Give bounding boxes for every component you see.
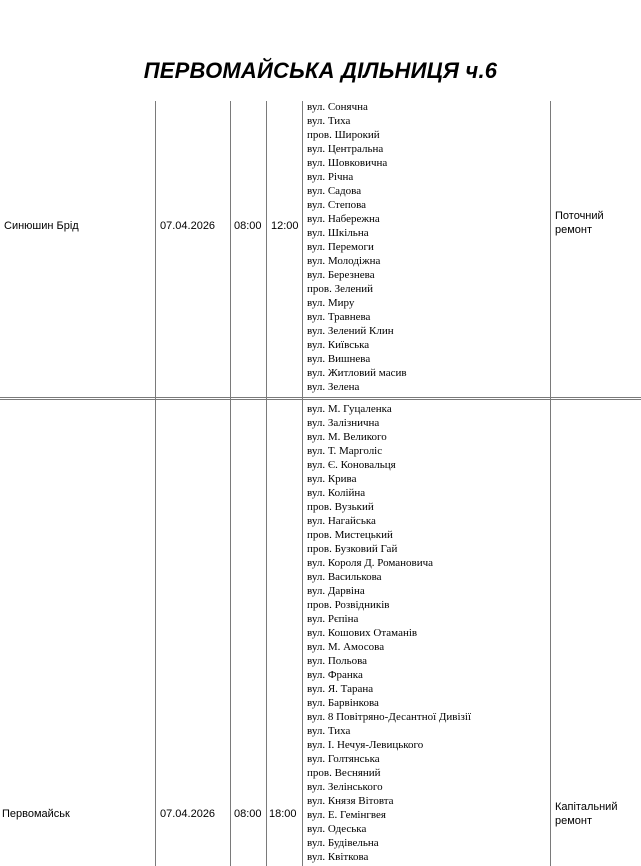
street-item: вул. Нагайська (307, 515, 376, 527)
street-item: вул. Одеська (307, 823, 367, 835)
street-item: вул. М. Амосова (307, 641, 385, 653)
street-item: вул. Київська (307, 339, 370, 351)
street-item: вул. М. Великого (307, 431, 387, 443)
street-item: вул. Житловий масив (307, 367, 407, 379)
street-item: пров. Весняний (307, 767, 381, 779)
outage-date: 07.04.2026 (160, 220, 216, 232)
start-time: 08:00 (234, 220, 262, 232)
street-item: пров. Бузковий Гай (307, 543, 398, 555)
street-item: вул. Річна (307, 171, 354, 183)
street-item: пров. Зелений (307, 283, 374, 295)
start-time: 08:00 (234, 808, 262, 820)
street-item: вул. Вишнева (307, 353, 371, 365)
street-item: вул. Короля Д. Романовича (307, 557, 434, 569)
street-item: вул. Е. Гемінгвея (307, 809, 386, 821)
street-item: вул. Князя Вітовта (307, 795, 394, 807)
street-item: вул. Молодіжна (307, 255, 381, 267)
column-divider (230, 101, 231, 866)
end-time: 12:00 (271, 220, 299, 232)
street-item: вул. Травнева (307, 311, 371, 323)
street-item: пров. Широкий (307, 129, 380, 141)
street-item: вул. Дарвіна (307, 585, 365, 597)
street-item: пров. Розвідників (307, 599, 390, 611)
street-item: вул. Кошових Отаманів (307, 627, 418, 639)
settlement-name: Первомайськ (2, 808, 70, 820)
outage-date: 07.04.2026 (160, 808, 216, 820)
street-item: вул. М. Гуцаленка (307, 403, 392, 415)
street-item: вул. Шовковична (307, 157, 388, 169)
street-item: вул. Василькова (307, 571, 382, 583)
street-item: вул. Сонячна (307, 101, 368, 113)
settlement-name: Синюшин Брід (4, 220, 79, 232)
street-item: вул. Миру (307, 297, 355, 309)
street-item: вул. Крива (307, 473, 357, 485)
street-item: вул. Т. Марголіс (307, 445, 383, 457)
street-item: вул. Є. Коновальця (307, 459, 396, 471)
street-item: вул. Тиха (307, 115, 351, 127)
street-item: вул. Будівельна (307, 837, 379, 849)
street-item: вул. Залізнична (307, 417, 380, 429)
street-item: вул. Перемоги (307, 241, 374, 253)
street-item: вул. Шкільна (307, 227, 369, 239)
street-item: вул. Тиха (307, 725, 351, 737)
street-list (307, 100, 407, 394)
street-item: вул. Я. Тарана (307, 683, 374, 695)
street-item: вул. Зелений Клин (307, 325, 394, 337)
street-item: вул. Центральна (307, 143, 384, 155)
street-item: вул. Голтянська (307, 753, 380, 765)
street-item: пров. Вузький (307, 501, 374, 513)
street-item: вул. Барвінкова (307, 697, 379, 709)
street-item: вул. Колійна (307, 487, 366, 499)
work-type-line: ремонт (555, 815, 593, 827)
end-time: 18:00 (269, 808, 297, 820)
street-item: вул. І. Нечуя-Левицького (307, 739, 424, 751)
column-divider (266, 101, 267, 866)
column-divider (302, 101, 303, 866)
column-divider (550, 101, 551, 866)
work-type (555, 209, 639, 237)
street-list (307, 402, 471, 864)
street-item: вул. Франка (307, 669, 363, 681)
street-item: вул. 8 Повітряно-Десантної Дивізії (307, 711, 471, 723)
column-divider (155, 101, 156, 866)
street-item: вул. Квіткова (307, 851, 369, 863)
street-item: вул. Рєпіна (307, 613, 359, 625)
row-divider (0, 397, 641, 398)
street-item: вул. Польова (307, 655, 368, 667)
page-title: ПЕРВОМАЙСЬКА ДІЛЬНИЦЯ ч.6 (143, 58, 498, 83)
row-divider (0, 399, 641, 400)
street-item: вул. Березнева (307, 269, 375, 281)
work-type-line: Поточний (555, 210, 604, 222)
street-item: вул. Зелена (307, 381, 360, 393)
work-type-line: Капітальний (555, 801, 618, 813)
work-type-line: ремонт (555, 224, 593, 236)
street-item: вул. Зелінського (307, 781, 383, 793)
street-item: вул. Степова (307, 199, 367, 211)
work-type (555, 800, 639, 828)
street-item: вул. Набережна (307, 213, 380, 225)
street-item: вул. Садова (307, 185, 362, 197)
street-item: пров. Мистецький (307, 529, 393, 541)
